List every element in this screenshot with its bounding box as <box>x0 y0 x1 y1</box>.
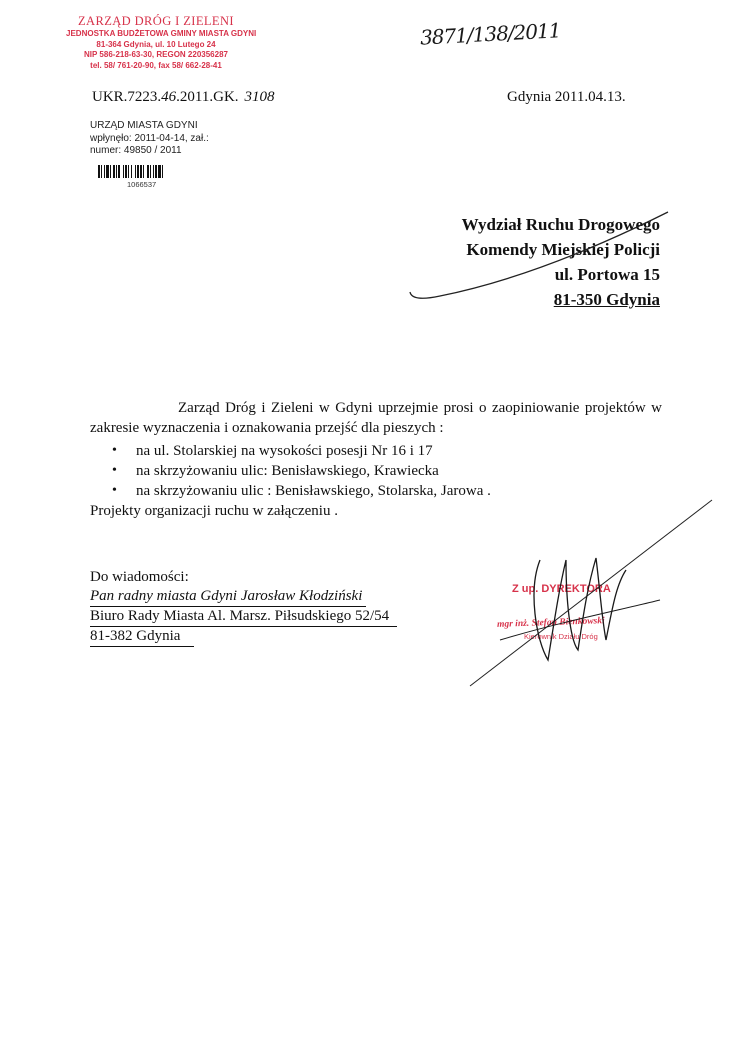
list-item: • na ul. Stolarskiej na wysokości posesji Nr 16 i 17 <box>112 441 662 461</box>
intake-number: numer: 49850 / 2011 <box>90 145 182 156</box>
signature-long-stroke <box>470 500 712 686</box>
intake-office: URZĄD MIASTA GDYNI <box>90 120 198 131</box>
signature-scribble <box>534 558 626 660</box>
reference-suffix: .2011.GK. <box>176 89 239 105</box>
signature-authority: Z up. DYREKTORA <box>512 583 611 595</box>
stamp-unit: JEDNOSTKA BUDŻETOWA GMINY MIASTA GDYNI <box>66 29 257 38</box>
stamp-phone: tel. 58/ 761-20-90, fax 58/ 662-28-41 <box>90 60 222 70</box>
list-item: • na skrzyżowaniu ulic: Benisławskiego, Krawiecka <box>112 461 662 481</box>
intake-received: wpłynęło: 2011-04-14, zał.: <box>90 132 209 144</box>
reference-hand-extra: 3108 <box>244 89 275 105</box>
stamp-title: ZARZĄD DRÓG I ZIELENI <box>78 14 234 28</box>
list-item: • na skrzyżowaniu ulic : Benisławskiego, Stolarska, Jarowa . <box>112 481 662 501</box>
signatory-name: mgr inż. Stefan Bienkowski <box>496 616 605 630</box>
stamp-address: 81-364 Gdynia, ul. 10 Lutego 24 <box>96 39 216 49</box>
letter-date: Gdynia 2011.04.13. <box>507 89 626 105</box>
reference-prefix: UKR.7223. <box>92 89 162 105</box>
cc-recipient: Pan radny miasta Gdyni Jarosław Kłodziński <box>90 587 366 607</box>
handwritten-registry-number: 3871/138/2011 <box>419 18 561 50</box>
signatory-position: Kierownik Działu Dróg <box>524 632 598 641</box>
body-intro: Zarząd Dróg i Zieleni w Gdyni uprzejmie prosi o zaopiniowanie projektów w zakresie wyznaczenia i oznakowania przejść dla pieszych : <box>90 400 662 436</box>
addressee-postcode-city: 81-350 Gdynia <box>553 290 660 309</box>
barcode-number: 1066537 <box>127 180 157 189</box>
addressee-pen-stroke <box>410 212 668 298</box>
cc-postcode-city: 81-382 Gdynia <box>90 627 194 647</box>
addressee-street: ul. Portowa 15 <box>554 265 660 284</box>
reference-hand-number: 46 <box>161 89 177 105</box>
cc-label: Do wiadomości: <box>90 569 189 585</box>
body-closing: Projekty organizacji ruchu w załączeniu . <box>90 503 338 519</box>
stamp-ids: NIP 586-218-63-30, REGON 220356287 <box>84 50 228 59</box>
cc-office: Biuro Rady Miasta Al. Marsz. Piłsudskiego 52/54 <box>90 607 397 627</box>
addressee-department: Wydział Ruchu Drogowego <box>461 215 660 234</box>
addressee-command: Komendy Miejskiej Policji <box>466 240 660 259</box>
